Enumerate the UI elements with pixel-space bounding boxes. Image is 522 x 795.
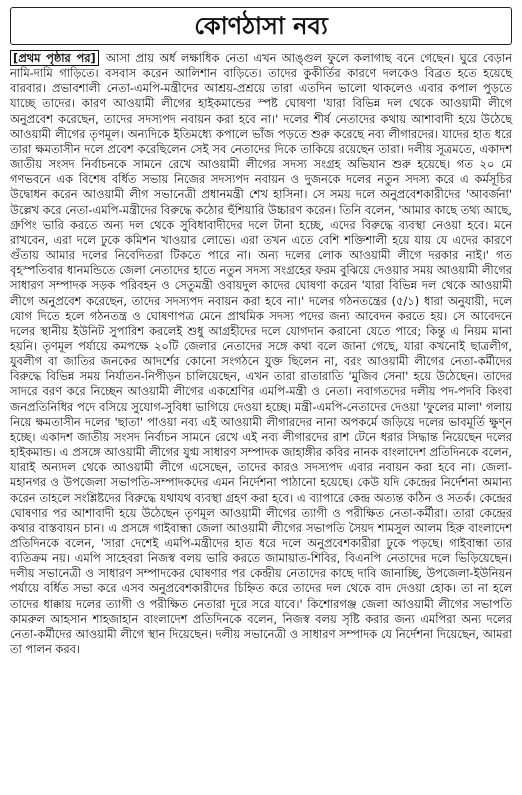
article-text: আসা প্রায় অর্ধ লক্ষাধিক নেতা এখন আঙ্গুল ফুলে কলাগাছ বনে গেছেন। ঘুরে বেড়ান নামি-দামি গাড়িতে। বসবাস করেন আলিশান বাড়িতে। তাদের কুকীর্তির কারণে দলকেও বিব্রত হতে হয়েছে বারবার। প্রভাবশালী নেতা-এমপি-মন্ত্রীদের আশ্রয়-প্রশ্রয়ে তারা এতদিন ভালো থাকলেও এবার কপাল পুড়তে যাচ্ছে তাদের। কারণ আওয়ামী লীগের হাইকমান্ডের স্পষ্ট ঘোষণা 'যারা বিভিন্ন দল থেকে আওয়ামী লীগে অনুপ্রবেশ করেছেন, তাদের সদস্যপদ নবায়ন করা হবে না।' দলের শীর্ষ নেতাদের কথায় আশাবাদী হয়ে উঠেছে আওয়ামী লীগের তৃণমূল। অন্যদিকে ইতিমধ্যে কপালে ভাঁজ পড়তে শুরু করেছে নব্য লীগারদের। যাদের হাত ধরে তারা ক্ষমতাসীন দলে প্রবেশ করেছিলেন সেই সব নেতাদের দিকে তাকিয়ে রয়েছেন তারা। দলীয় সূত্রমতে, একাদশ জাতীয় সংসদ নির্বাচনকে সামনে রেখে আওয়ামী লীগের সদস্য সংগ্রহ অভিযান শুরু হয়েছে। গত ২০ মে গণভবনে এক বিশেষ বর্ধিত সভায় নিজের সদস্যপদ নবায়ন ও দুজনকে দলের নতুন সদস্য করে এ কর্মসূচির উদ্বোধন করেন আওয়ামী লীগ সভানেত্রী প্রধানমন্ত্রী শেখ হাসিনা। সে সময় দলে অনুপ্রবেশকারীদের 'আবর্জনা' উল্লেখ করে নেতা-এমপি-মন্ত্রীদের বিরুদ্ধে কঠোর হুঁশিয়ারি উচ্চারণ করেন। তিনি বলেন, 'আমার কাছে তথ্য আছে, গ্রুপিং ভারি করতে অন্য দল থেকে সুবিধাবাদীদের দলে টানা হচ্ছে, এদের বিরুদ্ধে ব্যবস্থা নেওয়া হবে। মনে রাখবেন, এরা দলে ঢুকে কমিশন খাওয়ার লোভে। এরা তখন এতে বেশি শক্তিশালী হয়ে যায় যে এদের কারণে গুঁতায় আমার দলের নিবেদিতরা টিকতে পারে না। অন্য দলের লোক আওয়ামী লীগে দরকার নাই।' গত বৃহস্পতিবার ধানমন্ডিতে জেলা নেতাদের হাতে নতুন সদস্য সংগ্রহের ফরম বুঝিয়ে দেওয়ার সময় আওয়ামী লীগের সাধারণ সম্পাদক সড়ক পরিবহন ও সেতুমন্ত্রী ওবায়দুল কাদের ঘোষণা করেন 'যারা বিভিন্ন দল থেকে আওয়ামী লীগে অনুপ্রবেশ করেছেন, তাদের সদস্যপদ নবায়ন করা হবে না।' দলের গঠনতন্ত্রের (৫/১) ধারা অনুযায়ী, দলে যোগ দিতে হলে গঠনতন্ত্র ও ঘোষণাপত্র মেনে প্রাথমিক সদস্য পদের জন্য আবেদন করতে হয়। সে আবেদনে দলের স্থানীয় ইউনিট সুপারিশ করলেই শুধু আগ্রহীদের দলে যোগদান করানো যেতে পারে; কিন্তু এ নিয়ম মানা হয়নি। তৃণমূল পর্যায়ে কমপক্ষে ২০টি জেলার নেতাদের সঙ্গে কথা বলে জানা গেছে, যারা কখনোই ছাত্রলীগ, যুবলীগ বা জাতির জনকের আদর্শের কোনো সংগঠনে যুক্ত ছিলেন না, বরং আওয়ামী লীগের নেতা-কর্মীদের বিরুদ্ধে বিভিন্ন সময় নির্যাতন-নিপীড়ন চালিয়েছেন, এখন তারা রাতারাতি 'মুজিব সেনা' হয়ে উঠেছেন। তাদের সাদরে বরণ করে নিচ্ছেন আওয়ামী লীগের একশ্রেণির এমপি-মন্ত্রী ও নেতা। নবাগতদের দলীয় পদ-পদবি কিংবা জনপ্রতিনিধির পদে বসিয়ে সুযোগ-সুবিধা ভাগিয়ে দেওয়া হচ্ছে। মন্ত্রী-এমপি-নেতাদের দেওয়া 'ফুলের মালা' গলায় নিয়ে ক্ষমতাসীন দলের 'ছাতা' পাওয়া নব্য এই আওয়ামী লীগারদের নানা অপকর্মে জড়িয়ে দলের ভাবমূর্তি ক্ষুণ্ন হচ্ছে। একাদশ জাতীয় সংসদ নির্বাচন সামনে রেখে এই নব্য লীগারদের রাশ টেনে ধরার সিদ্ধান্ত নিয়েছেন দলের হাইকমান্ড। এ প্রসঙ্গে আওয়ামী লীগের যুগ্ম সাধারণ সম্পাদক জাহাঙ্গীর কবির নানক বাংলাদেশ প্রতিদিনকে বলেন, যারাই অন্যদল থেকে আওয়ামী লীগে এসেছেন, তাদের কারও সদস্যপদ এবার নবায়ন করা হবে না। জেলা-মহানগর ও উপজেলা সভাপতি-সম্পাদকদের এমন নির্দেশনা পাঠানো হয়েছে। কেউ যদি কেন্দ্রের নির্দেশনা অমান্য করেন তাহলে সংশ্লিষ্টদের বিরুদ্ধে যথাযথ ব্যবস্থা গ্রহণ করা হবে। এ ব্যাপারে কেন্দ্র অত্যন্ত কঠিন ও সতর্ক। কেন্দ্রের ঘোষণার পর আশাবাদী হয়ে উঠেছেন তৃণমূল আওয়ামী লীগের ত্যাগী ও পরীক্ষিত নেতা-কর্মীরা। তারা কেন্দ্রের কথার বাস্তবায়ন চান। এ প্রসঙ্গে গাইবান্ধা জেলা আওয়ামী লীগের সভাপতি সৈয়দ শামসুল আলম হিরু বাংলাদেশ প্রতিদিনকে বলেন, 'সারা দেশেই এমপি-মন্ত্রীদের হাত ধরে দলে অনুপ্রবেশকারীরা ঢুকে পড়ছে। গাইবান্ধা তার ব্যতিক্রম নয়। এমপি সাহেবরা নিজস্ব বলয় ভারি করতে জামায়াত-শিবির, বিএনপি নেতাদের দলে ভিড়িয়েছেন। দলীয় সভানেত্রী ও সাধারণ সম্পাদকের ঘোষণার পর কেন্দ্রীয় নেতাদের কাছে দাবি জানাচ্ছি, উপজেলা-ইউনিয়ন পর্যায়ে বর্ধিত সভা করে এসব অনুপ্রবেশকারীদের চিহ্নিত করে তাদের দল থেকে বাদ দেওয়া হোক। তা না হলে তাদের ধাক্কায় দলের ত্যাগী ও পরীক্ষিত নেতারা দূরে সরে যাবে।' কিশোরগঞ্জ জেলা আওয়ামী লীগের সভাপতি কামরুল আহসান শাহজাহান বাংলাদেশ প্রতিদিনকে বলেন, নিজস্ব বলয় সৃষ্টি করার জন্য এমপিরা অন্য দলের নেতা-কর্মীদের আওয়ামী লীগে স্থান দিয়েছেন। দলীয় সভানেত্রী ও সাধারণ সম্পাদক যে নির্দেশনা দিয়েছেন, আমরা তা পালন করব। — [10, 51, 512, 657]
headline: কোণঠাসা নব্য — [194, 12, 328, 40]
article-paragraph — [10, 51, 512, 657]
headline-box — [10, 7, 512, 45]
article-body — [10, 51, 512, 657]
continuation-marker: [প্রথম পৃষ্ঠার পর] — [10, 50, 99, 66]
